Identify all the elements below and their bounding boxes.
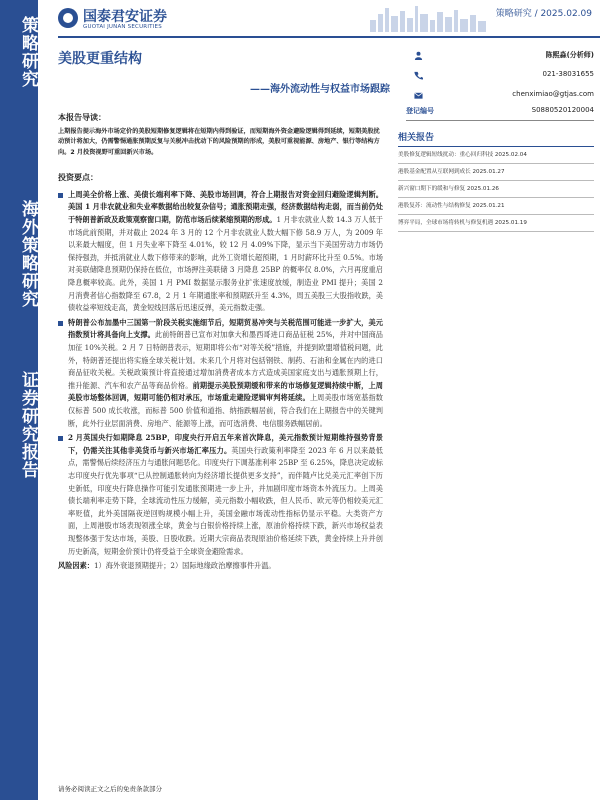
bullet-square-icon (58, 436, 63, 441)
skyline-decoration-icon (368, 2, 488, 32)
key-point-headline: 上周美全价格上涨、美债长端利率下降、美股市场回调，符合上期报告对资金回归避险逻辑判断。美国 1 月非农就业和失业率数据给出较复杂信号；通胀预期走强，经济数据结构走弱，而当前仍处于特朗普新政及政策观察窗口期，防范市场后续紧缩预期的形成。 (68, 189, 383, 225)
analyst-name: 陈熙淼(分析师) (545, 51, 594, 59)
page-title: 美股更重结构 (58, 51, 142, 67)
key-point-text: 英国央行政策利率降至 2023 年 6 月以来最低点，需警惕后续经济压力与通胀问题恶化。印度央行下调基准利率 25BP 至 6.25%，降息决定或标志印度央行优先事项“已从控制通胀转向为经济增长提供更多支持”，而伴随卢比兑美元汇率创下历史新低，印度央行降息操作可能引发通胀预期进一步上升，并加剧印度市场资本外流压力。上周美债长端利率走势下降，全球流动性压力缓解，美元指数小幅收跌，但人民币、欧元等仍相较美元汇率贬值，此外美国隔夜逆回购规模小幅上升，美国金融市场流动性指标仍显示平稳。大类资产方面，上周港股市场表现领涨全球，黄金与白银价格持续上涨，原油价格持续下跌，新兴市场权益表现整体强于发达市场，美股、日股收跌。近期大宗商品表现原油价格延续下跌，黄金持续上升并创历史新高，短期金价预计仍将受益于全球资金避险需求。 (68, 445, 383, 556)
key-point-text-2: 上周美股市场宽基指数仅标普 500 成长收涨，而标普 500 价值和道指、纳指跌幅居前，符合我们在上期报告中的关键判断，此外行业层面消费、房地产、能源等上涨，而可选消费、电信服务跌幅居前。 (68, 393, 383, 428)
key-point (58, 189, 383, 315)
key-point (58, 432, 383, 558)
risk-factors (58, 560, 383, 573)
related-report-link[interactable]: 港股复苏：流动性与结构修复 2025.01.21 (398, 198, 594, 215)
header-divider (58, 36, 600, 38)
company-logo (58, 8, 208, 32)
email-icon (414, 91, 423, 100)
header (38, 0, 600, 36)
analyst-name-row (406, 50, 594, 62)
sidebar-category-label: 策略研究 (18, 16, 38, 88)
page-subtitle: ——海外流动性与权益市场跟踪 (250, 84, 390, 95)
related-report-link[interactable]: 博弈平局，全球市场将转机与修复机遇 2025.01.19 (398, 215, 594, 232)
risk-label: 风险因素： (58, 561, 94, 571)
guide-title: 本报告导读： (58, 113, 106, 122)
key-point-headline: 2 月英国央行如期降息 25BP，印度央行开启五年来首次降息，美元指数预计短期维持强势背景下，仍需关注其他非美货币与新兴市场汇率压力。 (68, 433, 383, 455)
report-body (58, 112, 383, 573)
analyst-email[interactable]: chenximiao@gtjas.com (512, 90, 594, 98)
related-report-link[interactable]: 新兴窗口期下的缓和与修复 2025.01.26 (398, 181, 594, 198)
key-points-title: 投资要点： (58, 172, 98, 182)
sidebar (0, 0, 38, 800)
risk-text: 1）海外衰退预期提升；2）国际地缘政治摩擦事件升温。 (93, 561, 276, 571)
analyst-phone: 021-38031655 (542, 70, 594, 78)
related-report-link[interactable]: 美股修复逻辑短线扰动：重心回归科技 2025.02.04 (398, 147, 594, 164)
person-icon (414, 51, 423, 60)
phone-icon (414, 71, 423, 80)
key-point-text: 1 月非农就业人数 14.3 万人低于市场此前预期，并对截止 2024 年 3 月的 12 个月非农就业人数大幅下修 58.9 万人，为 2009 年以来最大幅度，但 1 月失业率下降至 4.01%，较 12 月 4.09%下降，显示当下美国劳动力市场仍保持强劲，并抵消就业人数下修带来的影响，此外工资增长超预期，1 月时薪环比升至 0.5%。市场对美联储降息预期仍保持在低位，市场押注美联储 3 月降息 25BP 的概率仅 8.0%，六月再度重启降息概率较高。此外，美国 1 月 PMI 数据显示服务业扩张速度放缓，制造业 PMI 提升；美国 2 月消费者信心指数降至 67.8，2 月 1 年期通胀率和预期跃升至 4.3%，周五美股三大股指收跌，美债收益率短线走高，黄金短线回落后迅速反弹，美元指数走强。 (68, 215, 383, 313)
analyst-email-row (406, 90, 594, 102)
logo-english-name: GUOTAI JUNAN SECURITIES (83, 24, 162, 30)
analyst-cert-row (406, 106, 594, 118)
guide-text: 上期报告提示海外市场定价的美股短期修复逻辑将在短期内得到验证，而短期海外资金避险逻辑得到延续，短期美股扰动预计将加大，仍需警惕通胀预期反复与关税冲击扰动下的风险预期的形成，美股可重视能源、房地产、银行等结构方向。2 月投资视野可重回新兴市场。 (58, 128, 380, 156)
cert-label: 登记编号 (406, 107, 434, 115)
header-category-date: 策略研究 / 2025.02.09 (495, 9, 592, 19)
bullet-square-icon (58, 321, 63, 326)
bullet-square-icon (58, 193, 63, 198)
analyst-phone-row (406, 70, 594, 82)
related-reports-title: 相关报告 (398, 130, 594, 147)
cert-number: S0880520120004 (531, 106, 594, 114)
logo-chinese-name: 国泰君安证券 (83, 9, 167, 25)
related-report-link[interactable]: 港股基金配置从互联网到成长 2025.01.27 (398, 164, 594, 181)
logo-icon (58, 8, 78, 28)
key-point-headline: 特朗普公布加墨中三国第一阶段关税实施细节后，短期贸易冲突与关税范围可能进一步扩大，美元指数预计将具备向上支撑。 (68, 317, 383, 340)
sidebar-subcategory-label: 海外策略研究 (18, 200, 38, 308)
key-point-headline-2: 前期提示美股预期缓和带来的市场修复逻辑持续中断，上周美股市场整体回调，短期可能仍相对承压，市场重走避险逻辑审判将延续。 (68, 380, 383, 403)
related-reports (398, 130, 594, 232)
key-point (58, 317, 383, 430)
analyst-divider (406, 120, 594, 121)
key-point-text: 此前特朗普已宣布对加拿大和墨西哥进口商品征税 25%，并对中国商品加征 10%关税。2 月 7 日特朗普表示，短期即将公布“对等关税”措施，并提到欧盟增值税问题，此外，特朗普还提出将实施全球关税计划。未来几个月将对包括钢铁、制药、石油和金属在内的进口商品征收关税。关税政策预计将直接通过增加消费者成本方式造成美国家庭支出与通胀预期上行，推升能源、汽车和农产品等商品价格。 (68, 330, 383, 390)
disclaimer-footer: 请务必阅读正文之后的免责条款部分 (58, 785, 162, 793)
sidebar-report-type-label: 证券研究报告 (18, 371, 38, 479)
